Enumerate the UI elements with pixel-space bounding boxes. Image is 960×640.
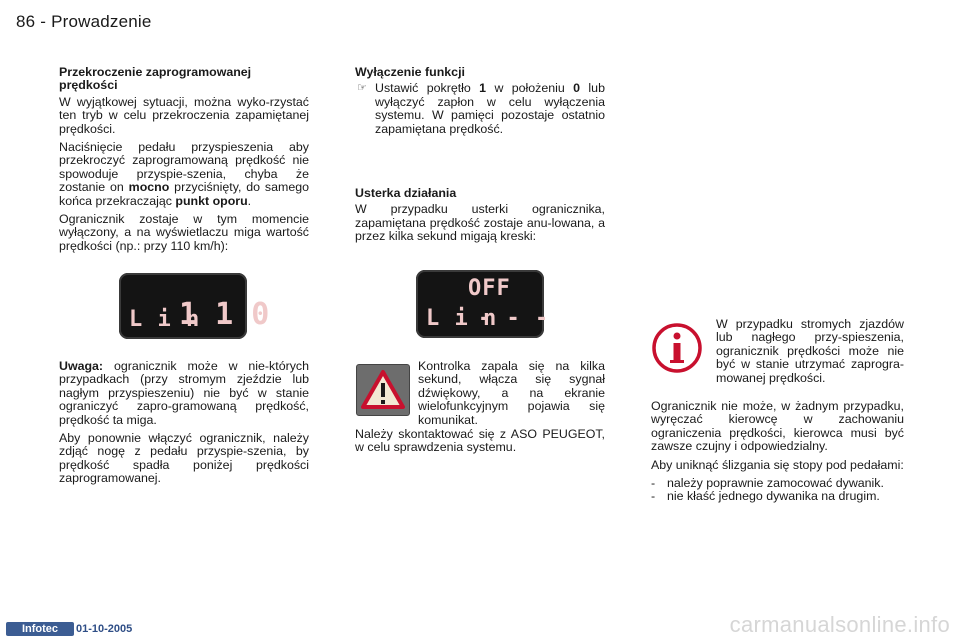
note-paragraph: Uwaga: ogranicznik może w nie-których przypadkach (przy stromym zjeździe lub nagłym przyspieszeniu) nie być w stanie ograniczyć zapro-gramowaną prędkość, prędkość ta miga.: [59, 359, 309, 427]
paragraph-reactivate: Aby ponownie włączyć ogranicznik, należy zdjąć nogę z pedału przyspie-szenia, by prędkość spadła poniżej prędkości zaprogramowanej.: [59, 431, 309, 486]
paragraph-override-pedal: Naciśnięcie pedału przyspieszenia aby przekroczyć zaprogramowaną prędkość nie spowoduje przyspie-szenia, chyba że zostanie on mocno przyciśnięty, do samego końca przekraczając punkt oporu.: [59, 140, 310, 208]
paragraph-contact-dealer: Należy skontaktować się z ASO PEUGEOT, w celu sprawdzenia systemu.: [355, 427, 605, 455]
footer-date: 01-10-2005: [76, 623, 133, 635]
display-speed-value: 1 1 0: [179, 297, 270, 332]
note-label: Uwaga:: [59, 359, 104, 373]
section-heading-override: Przekroczenie zaprogramowanej prędkości: [59, 65, 252, 93]
display-speed-110: [119, 273, 270, 339]
info-circle-icon: [651, 322, 703, 374]
watermark: carmanualsonline.info: [729, 612, 950, 637]
list-item: - nie kłaść jednego dywanika na drugim.: [651, 489, 880, 504]
column-right-top: [716, 318, 904, 390]
page-title: Prowadzenie: [51, 12, 152, 31]
column-left: [59, 66, 309, 258]
section-heading-fault: Usterka działania: [355, 186, 457, 200]
display-off-label: OFF: [468, 276, 511, 301]
column-middle-fault: [355, 187, 605, 249]
hand-pointer-icon: ☞: [357, 82, 367, 95]
infotec-logo: Infotec: [6, 622, 74, 636]
bullet-disable-step: ☞ Ustawić pokrętło 1 w położeniu 0 lub wyłączyć zapłon w celu wyłączenia systemu. W pamięci pozostaje ostatnio zapamiętana prędkość.: [357, 81, 605, 136]
paragraph-fault: W przypadku usterki ogranicznika, zapamiętana prędkość zostaje anu-lowana, a przez kilka sekund migają kreski:: [355, 202, 605, 244]
column-middle-contact: [355, 428, 605, 460]
paragraph-warning-light: Kontrolka zapala się na kilka sekund, włącza się sygnał dźwiękowy, a na ekranie wielofunkcyjnym pojawia się komunikat.: [418, 359, 605, 427]
paragraph-driver-responsibility: Ogranicznik nie może, w żadnym przypadku, wyręczać kierowcę w zachowaniu ograniczenia prędkości, kierowca musi być zawsze czujny i odpowiedzialny.: [651, 399, 904, 454]
page-header: [16, 12, 152, 32]
display-dashes: - - -: [478, 306, 550, 331]
column-right: [651, 400, 904, 504]
column-left-lower: [59, 360, 309, 491]
display-lin-label: L i n: [129, 307, 201, 332]
display-off-dashes: [416, 270, 550, 338]
column-middle: [355, 66, 605, 141]
warning-triangle-icon: [356, 364, 410, 416]
column-middle-warning-text: [418, 360, 605, 427]
page-number: 86: [16, 12, 36, 31]
display-lin-label: L i n: [426, 306, 498, 331]
paragraph-override-intro: W wyjątkowej sytuacji, można wyko-rzystać ten tryb w celu przekroczenia zapamiętanej prędkości.: [59, 94, 309, 136]
header-separator: -: [40, 12, 47, 31]
paragraph-override-disabled: Ogranicznik zostaje w tym momencie wyłączony, a na wyświetlaczu miga wartość prędkości (np.: przy 110 km/h):: [59, 212, 309, 253]
paragraph-mat-intro: Aby uniknąć ślizgania się stopy pod pedałami:: [651, 457, 904, 472]
list-item: - należy poprawnie zamocować dywanik.: [651, 476, 884, 491]
paragraph-steep-descent: W przypadku stromych zjazdów lub nagłego przy-spieszenia, ogranicznik prędkości może nie być w stanie utrzymać zaprogra-mowanej prędkości.: [716, 317, 904, 385]
section-heading-disable: Wyłączenie funkcji: [355, 65, 465, 79]
